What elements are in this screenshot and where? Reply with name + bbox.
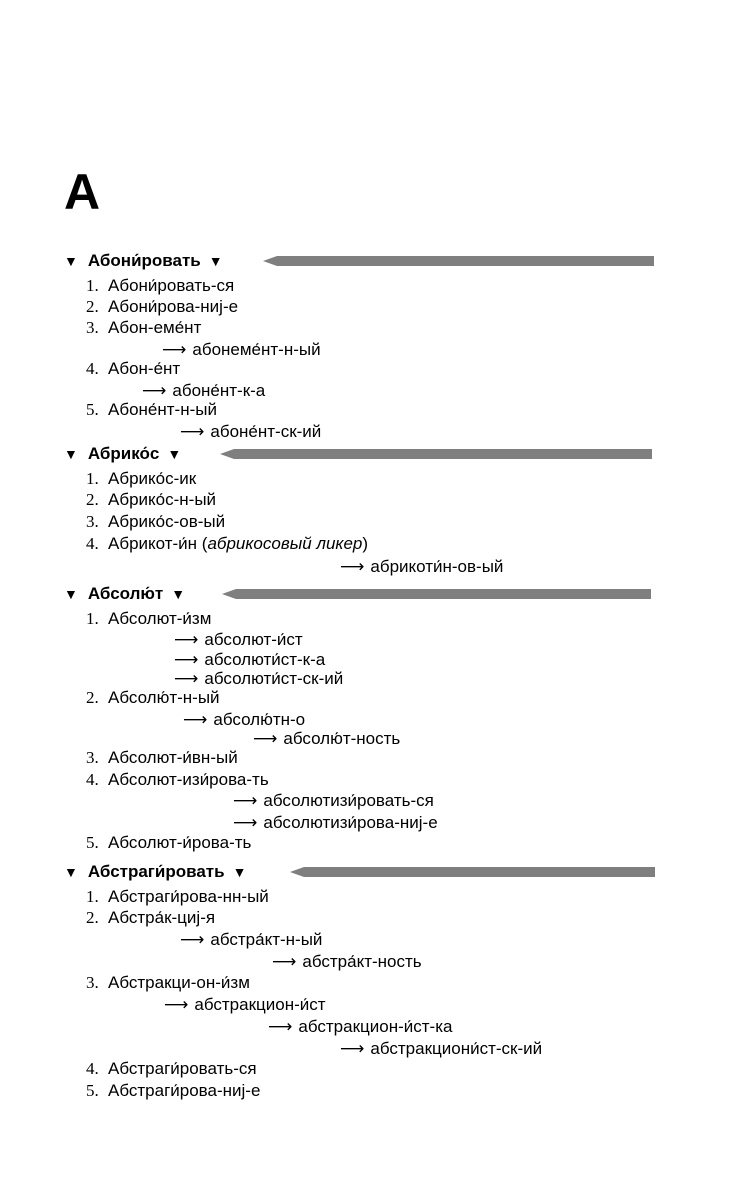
derived-form — [174, 669, 343, 689]
numbered-derivative — [86, 1081, 260, 1101]
arrow-right-icon: ⟶ — [268, 1017, 293, 1037]
entry-header — [64, 860, 246, 884]
item-number: 5. — [86, 833, 99, 852]
arrow-right-icon: ⟶ — [174, 650, 199, 670]
form-text: абсолютизи́ровать-ся — [263, 791, 434, 810]
arrow-right-icon: ⟶ — [180, 930, 205, 950]
form-text: Абоне́нт-н-ый — [108, 400, 217, 419]
form-text: Абони́ровать-ся — [108, 276, 235, 295]
form-text: Абрикот-и́н ( — [108, 534, 208, 553]
item-number: 2. — [86, 908, 99, 927]
entry-header — [64, 442, 181, 466]
triangle-down-icon: ▼ — [171, 586, 186, 602]
numbered-derivative — [86, 400, 217, 420]
form-text: абоне́нт-к-а — [172, 381, 266, 400]
numbered-derivative — [86, 688, 220, 708]
derived-form — [180, 930, 322, 950]
numbered-derivative — [86, 887, 269, 907]
header-rule-bar — [290, 867, 655, 877]
form-text: Абстракци-он-и́зм — [108, 973, 250, 992]
arrow-right-icon: ⟶ — [233, 813, 258, 833]
gloss-close: ) — [362, 534, 369, 553]
numbered-derivative — [86, 748, 238, 768]
form-text: Абрико́с-н-ый — [108, 490, 217, 509]
numbered-derivative — [86, 908, 215, 928]
item-number: 3. — [86, 748, 99, 767]
numbered-derivative — [86, 490, 216, 510]
item-number: 2. — [86, 297, 99, 316]
form-text: абстракцион-и́ст-ка — [298, 1017, 453, 1036]
item-number: 4. — [86, 534, 99, 553]
numbered-derivative — [86, 609, 211, 629]
form-text: абстра́кт-ность — [302, 952, 422, 971]
numbered-derivative — [86, 973, 250, 993]
form-text: Абон-еме́нт — [108, 318, 202, 337]
item-number: 1. — [86, 469, 99, 488]
arrow-right-icon: ⟶ — [272, 952, 297, 972]
form-text: Абони́рова-ниj-е — [108, 297, 239, 316]
derived-form — [268, 1017, 452, 1037]
form-text: абсолю́т-ность — [283, 729, 401, 748]
derived-form — [174, 650, 325, 670]
arrow-right-icon: ⟶ — [142, 381, 167, 401]
arrow-right-icon: ⟶ — [340, 557, 365, 577]
form-text: Абстраги́рова-ниj-е — [108, 1081, 261, 1100]
form-text: Абстраги́ровать-ся — [108, 1059, 257, 1078]
arrow-right-icon: ⟶ — [164, 995, 189, 1015]
derived-form — [233, 791, 434, 811]
numbered-derivative — [86, 276, 234, 296]
form-text: абстракцион-и́ст — [194, 995, 326, 1014]
derived-form — [174, 630, 303, 650]
derived-form — [164, 995, 326, 1015]
numbered-derivative — [86, 469, 196, 489]
derived-form — [183, 710, 305, 730]
numbered-derivative — [86, 512, 225, 532]
form-text: абсолютизи́рова-ниj-е — [263, 813, 438, 832]
triangle-down-icon: ▼ — [64, 446, 78, 462]
arrow-right-icon: ⟶ — [233, 791, 258, 811]
arrow-right-icon: ⟶ — [253, 729, 278, 749]
form-text: абстра́кт-н-ый — [210, 930, 323, 949]
numbered-derivative — [86, 297, 238, 317]
form-text: Абстраги́рова-нн-ый — [108, 887, 269, 906]
item-number: 3. — [86, 318, 99, 337]
item-number: 3. — [86, 973, 99, 992]
derived-form — [340, 1039, 542, 1059]
item-number: 3. — [86, 512, 99, 531]
derived-form — [142, 381, 265, 401]
section-letter: А — [64, 164, 101, 220]
form-text: абсолю́тн-о — [213, 710, 306, 729]
derived-form — [162, 340, 321, 360]
form-text: Абстра́к-циj-я — [108, 908, 216, 927]
form-text: Абсолю́т-н-ый — [108, 688, 220, 707]
entry-headword: Абони́ровать — [87, 251, 201, 270]
entry-header — [64, 249, 223, 273]
entry-headword: Абрико́с — [87, 444, 160, 463]
form-text: Абсолют-и́вн-ый — [108, 748, 238, 767]
form-text: Абрико́с-ик — [108, 469, 197, 488]
arrow-right-icon: ⟶ — [183, 710, 208, 730]
triangle-down-icon: ▼ — [64, 253, 78, 269]
arrow-right-icon: ⟶ — [162, 340, 187, 360]
item-number: 5. — [86, 400, 99, 419]
item-number: 2. — [86, 490, 99, 509]
item-number: 2. — [86, 688, 99, 707]
form-text: Абсолют-и́рова-ть — [108, 833, 252, 852]
numbered-derivative — [86, 770, 269, 790]
derived-form — [180, 422, 321, 442]
item-number: 5. — [86, 1081, 99, 1100]
numbered-derivative — [86, 318, 201, 338]
form-text: Абсолют-и́зм — [108, 609, 212, 628]
triangle-down-icon: ▼ — [167, 446, 182, 462]
arrow-right-icon: ⟶ — [180, 422, 205, 442]
header-rule-bar — [222, 589, 651, 599]
numbered-derivative — [86, 359, 180, 379]
triangle-down-icon: ▼ — [64, 586, 78, 602]
item-number: 1. — [86, 887, 99, 906]
item-number: 4. — [86, 359, 99, 378]
derived-form — [340, 557, 503, 577]
numbered-derivative — [86, 1059, 257, 1079]
form-text: абсолюти́ст-к-а — [204, 650, 326, 669]
arrow-right-icon: ⟶ — [340, 1039, 365, 1059]
derived-form — [272, 952, 422, 972]
item-number: 1. — [86, 609, 99, 628]
form-text: Абон-е́нт — [108, 359, 181, 378]
form-text: абсолюти́ст-ск-ий — [204, 669, 344, 688]
form-text: Абсолют-изи́рова-ть — [108, 770, 269, 789]
form-text: Абрико́с-ов-ый — [108, 512, 226, 531]
numbered-derivative — [86, 534, 368, 554]
form-text: абоне́нт-ск-ий — [210, 422, 322, 441]
entry-headword: Абстраги́ровать — [87, 862, 225, 881]
form-text: абсолют-и́ст — [204, 630, 303, 649]
triangle-down-icon: ▼ — [232, 864, 247, 880]
item-number: 4. — [86, 770, 99, 789]
item-number: 1. — [86, 276, 99, 295]
item-number: 4. — [86, 1059, 99, 1078]
form-text: абонеме́нт-н-ый — [192, 340, 321, 359]
numbered-derivative — [86, 833, 251, 853]
derived-form — [233, 813, 438, 833]
form-text: абстракциони́ст-ск-ий — [370, 1039, 543, 1058]
triangle-down-icon: ▼ — [64, 864, 78, 880]
entry-header — [64, 582, 185, 606]
arrow-right-icon: ⟶ — [174, 669, 199, 689]
derived-form — [253, 729, 400, 749]
form-text: абрикоти́н-ов-ый — [370, 557, 504, 576]
entry-headword: Абсолю́т — [87, 584, 164, 603]
header-rule-bar — [263, 256, 654, 266]
triangle-down-icon: ▼ — [208, 253, 223, 269]
header-rule-bar — [220, 449, 652, 459]
arrow-right-icon: ⟶ — [174, 630, 199, 650]
gloss-note: абрикосовый ликер — [207, 534, 363, 553]
